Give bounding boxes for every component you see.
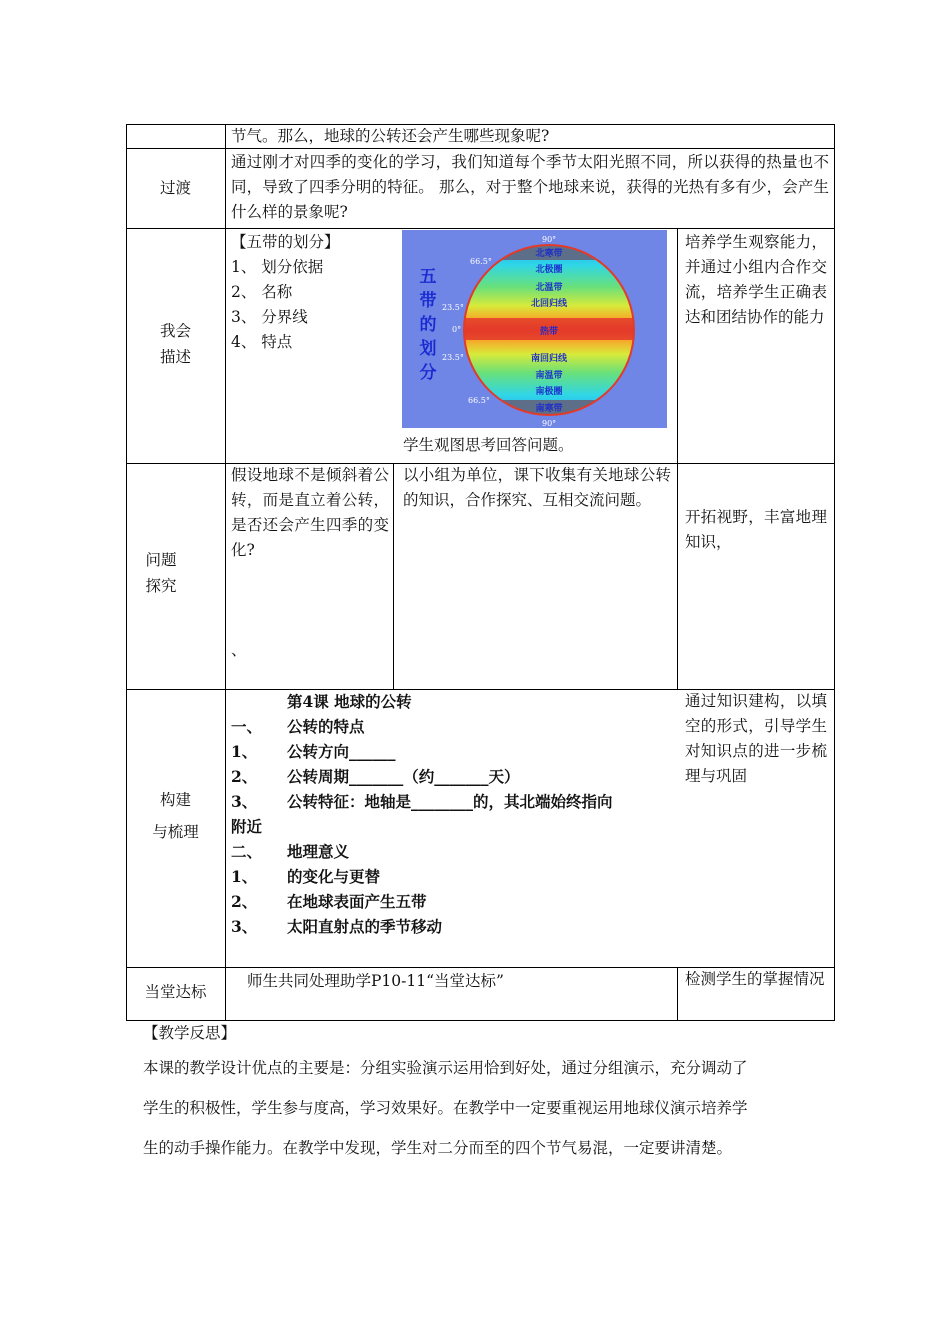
build-title: 第4课 地球的公转 bbox=[287, 692, 412, 711]
table-col-divider bbox=[225, 124, 226, 1021]
reflection-heading: 【教学反思】 bbox=[143, 1024, 237, 1042]
list-item bbox=[231, 764, 671, 789]
continuation-text: 节气。那么，地球的公转还会产生哪些现象呢? bbox=[231, 127, 550, 145]
explore-mark: 、 bbox=[231, 641, 247, 659]
list-number: 3、 bbox=[231, 792, 258, 811]
build-label bbox=[126, 784, 225, 848]
list-number: 1、 bbox=[231, 867, 258, 886]
list-item: 1、 划分依据 bbox=[231, 258, 324, 276]
zone-label: 北寒带 bbox=[535, 249, 563, 259]
list-item bbox=[231, 839, 671, 864]
explore-question: 假设地球不是倾斜着公转，而是直立着公转，是否还会产生四季的变化? bbox=[231, 466, 389, 559]
check-label: 当堂达标 bbox=[144, 983, 207, 1001]
table-border-right bbox=[834, 124, 835, 1021]
list-number: 3、 bbox=[231, 917, 258, 936]
zone-label: 北温带 bbox=[535, 283, 563, 293]
list-item: 3、 分界线 bbox=[231, 308, 308, 326]
list-item bbox=[231, 789, 671, 814]
table-col-divider bbox=[393, 463, 394, 689]
list-item: 4、 特点 bbox=[231, 333, 293, 351]
list-number: 一、 bbox=[231, 717, 263, 736]
list-item bbox=[231, 889, 671, 914]
teaching-reflection bbox=[143, 1020, 823, 1168]
list-number: 2、 bbox=[231, 767, 258, 786]
degree-label: 90° bbox=[542, 235, 557, 244]
zone-label: 南寒带 bbox=[535, 404, 563, 414]
zone-label: 南温带 bbox=[535, 371, 563, 381]
describe-label bbox=[126, 318, 225, 370]
explore-label-line2: 探究 bbox=[145, 577, 177, 595]
build-label-line2: 与梳理 bbox=[152, 823, 199, 841]
reflection-line: 本课的教学设计优点的主要是：分组实验演示运用恰到好处，通过分组演示，充分调动了 bbox=[143, 1059, 748, 1077]
zone-label: 北回归线 bbox=[530, 299, 568, 309]
explore-goal: 开拓视野，丰富地理知识， bbox=[685, 508, 827, 551]
transition-text: 通过刚才对四季的变化的学习，我们知道每个季节太阳光照不同，所以获得的热量也不同，导致了四季分明的特征。 那么，对于整个地球来说，获得的光热有多有少，会产生什么样的景象呢? bbox=[231, 153, 829, 221]
list-text: 公转的特点 bbox=[287, 717, 365, 736]
reflection-line: 学生的积极性，学生参与度高，学习效果好。在教学中一定要重视运用地球仪演示培养学 bbox=[143, 1099, 748, 1117]
zone-label: 北极圈 bbox=[535, 265, 563, 275]
describe-label-line1: 我会 bbox=[159, 322, 191, 340]
describe-label-line2: 描述 bbox=[159, 348, 191, 366]
zone-label: 南回归线 bbox=[530, 354, 568, 364]
degree-label: 23.5° bbox=[442, 353, 464, 362]
build-goal: 通过知识建构，以填空的形式，引导学生对知识点的进一步梳理与巩固 bbox=[685, 692, 827, 785]
reflection-line: 生的动手操作能力。在教学中发现，学生对二分而至的四个节气易混，一定要讲清楚。 bbox=[143, 1139, 733, 1157]
side-title-char: 划 bbox=[419, 339, 437, 359]
degree-label: 90° bbox=[542, 419, 557, 428]
zone-label: 热带 bbox=[539, 327, 559, 337]
list-text: 地理意义 bbox=[287, 842, 350, 861]
table-row-divider bbox=[126, 228, 835, 229]
list-text: 太阳直射点的季节移动 bbox=[287, 917, 443, 936]
explore-activity: 以小组为单位，课下收集有关地球公转的知识，合作探究、互相交流问题。 bbox=[403, 466, 671, 509]
list-text: 的变化与更替 bbox=[287, 867, 381, 886]
list-number: 2、 bbox=[231, 892, 258, 911]
figure-caption: 学生观图思考回答问题。 bbox=[403, 436, 574, 454]
list-number: 二、 bbox=[231, 842, 263, 861]
describe-goal: 培养学生观察能力，并通过小组内合作交流，培养学生正确表达和团结协作的能力 bbox=[685, 233, 827, 326]
zone-label: 南极圈 bbox=[535, 387, 563, 397]
five-zones-heading: 【五带的划分】 bbox=[231, 233, 340, 251]
build-label-line1: 构建 bbox=[159, 791, 191, 809]
five-zones-outline bbox=[231, 230, 391, 355]
table-col-divider bbox=[677, 228, 678, 689]
five-zones-figure bbox=[402, 230, 667, 428]
check-goal: 检测学生的掌握情况 bbox=[685, 970, 825, 988]
explore-label-line1: 问题 bbox=[145, 551, 177, 569]
build-outline bbox=[231, 689, 671, 939]
side-title-char: 五 bbox=[419, 267, 437, 287]
list-item bbox=[231, 914, 671, 939]
five-zones-diagram bbox=[402, 230, 667, 428]
list-item bbox=[231, 864, 671, 889]
list-item bbox=[231, 739, 671, 764]
table-col-divider bbox=[677, 967, 678, 1020]
list-text: 公转特征：地轴是________的，其北端始终指向 bbox=[287, 792, 613, 811]
list-number: 1、 bbox=[231, 742, 258, 761]
side-title-char: 的 bbox=[419, 315, 437, 335]
check-text: 师生共同处理助学P10-11“当堂达标” bbox=[247, 972, 504, 990]
list-item bbox=[231, 714, 671, 739]
side-title-char: 分 bbox=[419, 363, 437, 383]
list-text: 公转周期_______（约_______天） bbox=[287, 767, 520, 786]
explore-label bbox=[126, 547, 196, 599]
transition-label: 过渡 bbox=[159, 179, 191, 197]
list-text: 附近 bbox=[231, 817, 263, 836]
list-item: 2、 名称 bbox=[231, 283, 293, 301]
degree-label: 66.5° bbox=[468, 396, 490, 405]
side-title-char: 带 bbox=[419, 291, 437, 311]
list-text: 在地球表面产生五带 bbox=[287, 892, 427, 911]
degree-label: 23.5° bbox=[442, 303, 464, 312]
list-text: 公转方向______ bbox=[287, 742, 396, 761]
list-item bbox=[231, 814, 671, 839]
degree-label: 0° bbox=[452, 325, 462, 334]
degree-label: 66.5° bbox=[470, 257, 492, 266]
